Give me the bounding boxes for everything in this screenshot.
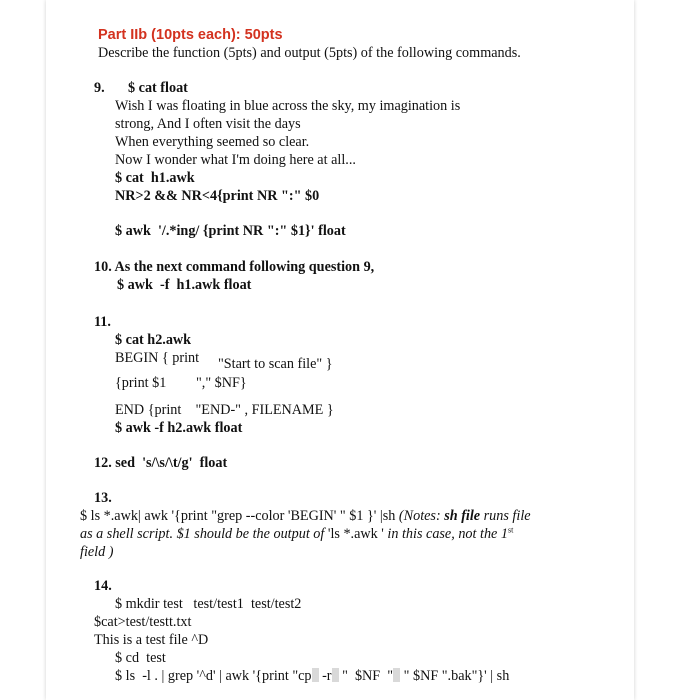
q13-line-3: field ) xyxy=(80,544,114,560)
q11-begin-b: "Start to scan file" } xyxy=(218,356,333,372)
q14-mkdir: $ mkdir test test/test1 test/test2 xyxy=(115,596,302,612)
q9-line-1: Wish I was floating in blue across the sky, my imagination is xyxy=(115,98,461,114)
q11-number: 11. xyxy=(94,314,111,330)
section-title: Part IIb (10pts each): 50pts xyxy=(98,27,283,43)
q14-ls-c: " $NF " xyxy=(338,668,394,684)
q9-line-2: strong, And I often visit the days xyxy=(115,116,301,132)
section-subtitle: Describe the function (5pts) and output (5pts) of the following commands. xyxy=(98,45,521,61)
q9-awk-command: $ awk '/.*ing/ {print NR ":" $1}' float xyxy=(115,223,346,239)
q14-ls-line xyxy=(115,667,509,685)
q11-print-b: "," $NF} xyxy=(196,375,247,391)
q10-text: 10. As the next command following question 9, xyxy=(94,259,375,275)
q13-note-output: . $1 should be the output of xyxy=(169,526,325,542)
q14-ls-a: $ ls -l . | grep '^d' | awk '{print "cp xyxy=(115,668,312,684)
q13-note-shfile: sh file xyxy=(444,508,481,524)
q13-line-1 xyxy=(80,507,531,525)
q10-command: $ awk -f h1.awk float xyxy=(117,277,252,293)
q14-ls-b: -r xyxy=(318,668,332,684)
q14-cd: $ cd test xyxy=(115,650,166,666)
q9-number: 9. xyxy=(94,80,105,96)
q11-cat: $ cat h2.awk xyxy=(115,332,192,348)
q11-print-a: {print $1 xyxy=(115,375,167,391)
q13-note-shell: as a shell script xyxy=(80,526,170,542)
q12-text: 12. sed 's/\s/\t/g' float xyxy=(94,455,228,471)
q13-number: 13. xyxy=(94,490,112,506)
q13-note-open: (Notes: xyxy=(398,508,445,524)
q13-command: $ ls *.awk| awk '{print "grep --color 'BEGIN' " $1 }' |sh xyxy=(80,508,399,524)
q9-awk-script: NR>2 && NR<4{print NR ":" $0 xyxy=(115,188,320,204)
q9-command: $ cat float xyxy=(128,80,188,96)
q13-note-lscmd: 'ls *.awk ' xyxy=(324,526,388,542)
q13-note-sup: st xyxy=(507,525,514,535)
q11-begin-a: BEGIN { print xyxy=(115,350,200,366)
q11-end: END {print "END-" , FILENAME } xyxy=(115,402,334,418)
q14-cat: $cat>test/testt.txt xyxy=(94,614,192,630)
q9-cat-awk: $ cat h1.awk xyxy=(115,170,195,186)
q11-command: $ awk -f h2.awk float xyxy=(115,420,243,436)
highlight-mark xyxy=(332,668,339,682)
q9-line-3: When everything seemed so clear. xyxy=(115,134,310,150)
highlight-mark xyxy=(312,668,319,682)
q13-note-runs: runs file xyxy=(480,508,531,524)
q14-text: This is a test file ^D xyxy=(94,632,209,648)
q9-line-4: Now I wonder what I'm doing here at all... xyxy=(115,152,356,168)
q14-number: 14. xyxy=(94,578,112,594)
q13-note-case: in this case, not the 1 xyxy=(387,526,508,542)
q14-ls-d: " $NF ".bak"}' | sh xyxy=(400,668,510,684)
q13-line-2 xyxy=(80,525,513,543)
